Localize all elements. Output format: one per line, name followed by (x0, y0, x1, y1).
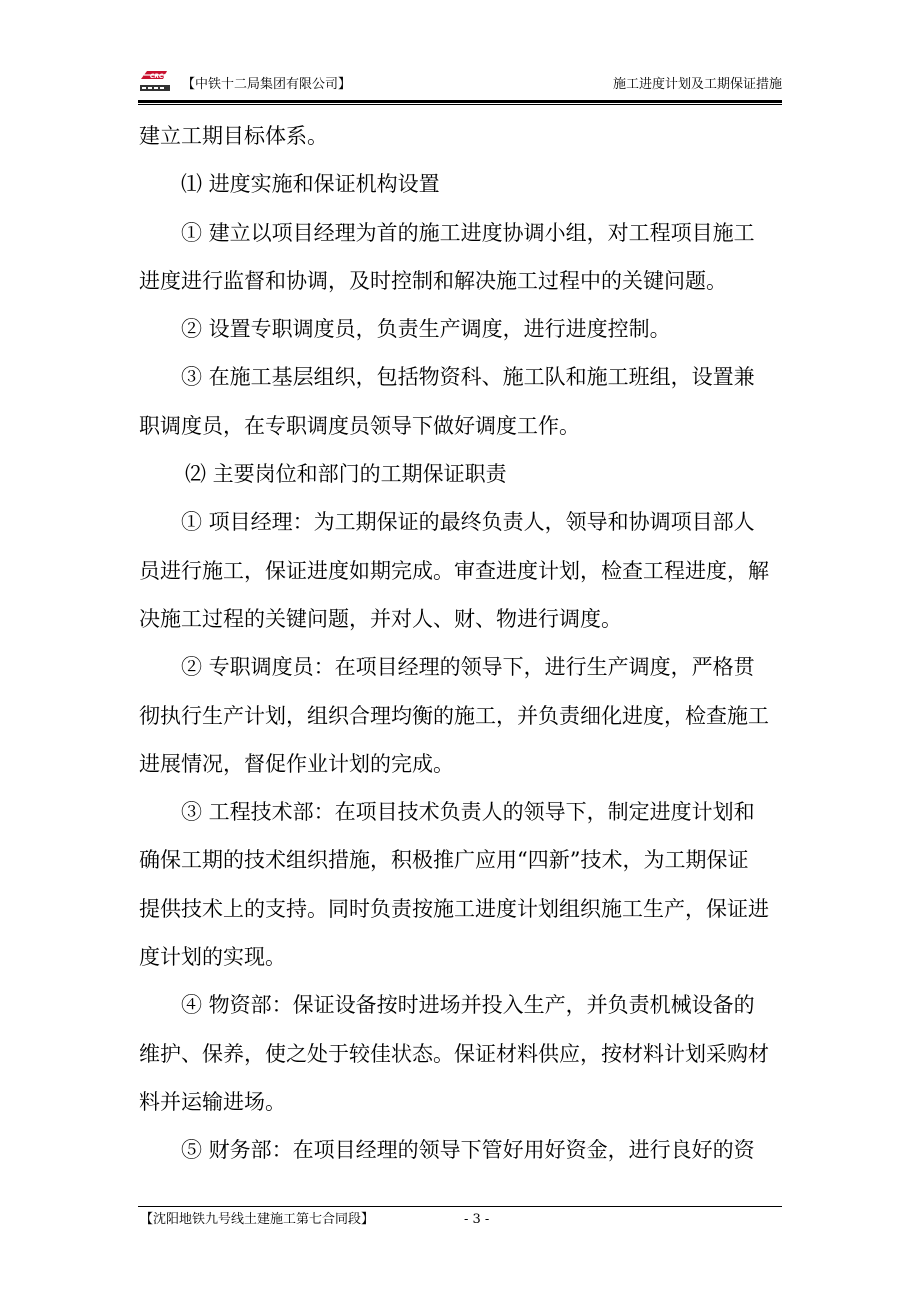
text-line: 料并运输进场。 (139, 1089, 286, 1114)
header-rule-thin (138, 104, 782, 105)
text-line: ⑤ 财务部：在项目经理的领导下管好用好资金，进行良好的资 (181, 1138, 755, 1163)
svg-text:CRCC: CRCC (150, 73, 168, 80)
text-line: ③ 在施工基层组织，包括物资科、施工队和施工班组，设置兼 (181, 365, 755, 390)
header-rule (138, 100, 782, 103)
text-line: 员进行施工，保证进度如期完成。审查进度计划，检查工程进度，解 (139, 558, 769, 583)
text-line: ① 项目经理：为工期保证的最终负责人，领导和协调项目部人 (181, 510, 755, 535)
page-number: - 3 - (464, 1212, 490, 1227)
footer-rule (138, 1206, 782, 1207)
crcc-logo-icon (138, 66, 172, 96)
footer-project: 【沈阳地铁九号线土建施工第七合同段】 (140, 1212, 375, 1227)
text-line: 确保工期的技术组织措施，积极推广应用“四新”技术，为工期保证 (139, 848, 749, 873)
text-line: 彻执行生产计划，组织合理均衡的施工，并负责细化进度，检查施工 (139, 703, 769, 728)
text-line: 建立工期目标体系。 (139, 124, 328, 148)
text-line: ② 设置专职调度员，负责生产调度，进行进度控制。 (181, 317, 671, 342)
page-header (138, 64, 782, 98)
section-heading: ⑴ 进度实施和保证机构设置 (181, 172, 440, 197)
text-line: ④ 物资部：保证设备按时进场并投入生产，并负责机械设备的 (181, 993, 755, 1018)
document-body (139, 112, 782, 1175)
text-line: 进度进行监督和协调，及时控制和解决施工过程中的关键问题。 (139, 268, 727, 293)
text-line: ③ 工程技术部：在项目技术负责人的领导下，制定进度计划和 (181, 800, 755, 825)
text-line: 职调度员，在专职调度员领导下做好调度工作。 (139, 413, 580, 438)
text-line: 维护、保养，使之处于较佳状态。保证材料供应，按材料计划采购材 (139, 1041, 769, 1066)
text-line: 进展情况，督促作业计划的完成。 (139, 751, 454, 776)
text-line: ① 建立以项目经理为首的施工进度协调小组，对工程项目施工 (181, 220, 755, 245)
text-line: 决施工过程的关键问题，并对人、财、物进行调度。 (139, 606, 622, 631)
text-line: 提供技术上的支持。同时负责按施工进度计划组织施工生产，保证进 (139, 896, 769, 921)
text-line: 度计划的实现。 (139, 945, 286, 970)
section-heading: ⑵ 主要岗位和部门的工期保证职责 (185, 462, 507, 487)
company-name: 【中铁十二局集团有限公司】 (182, 77, 352, 92)
text-line: ② 专职调度员：在项目经理的领导下，进行生产调度，严格贯 (181, 655, 755, 680)
document-title: 施工进度计划及工期保证措施 (612, 77, 782, 92)
